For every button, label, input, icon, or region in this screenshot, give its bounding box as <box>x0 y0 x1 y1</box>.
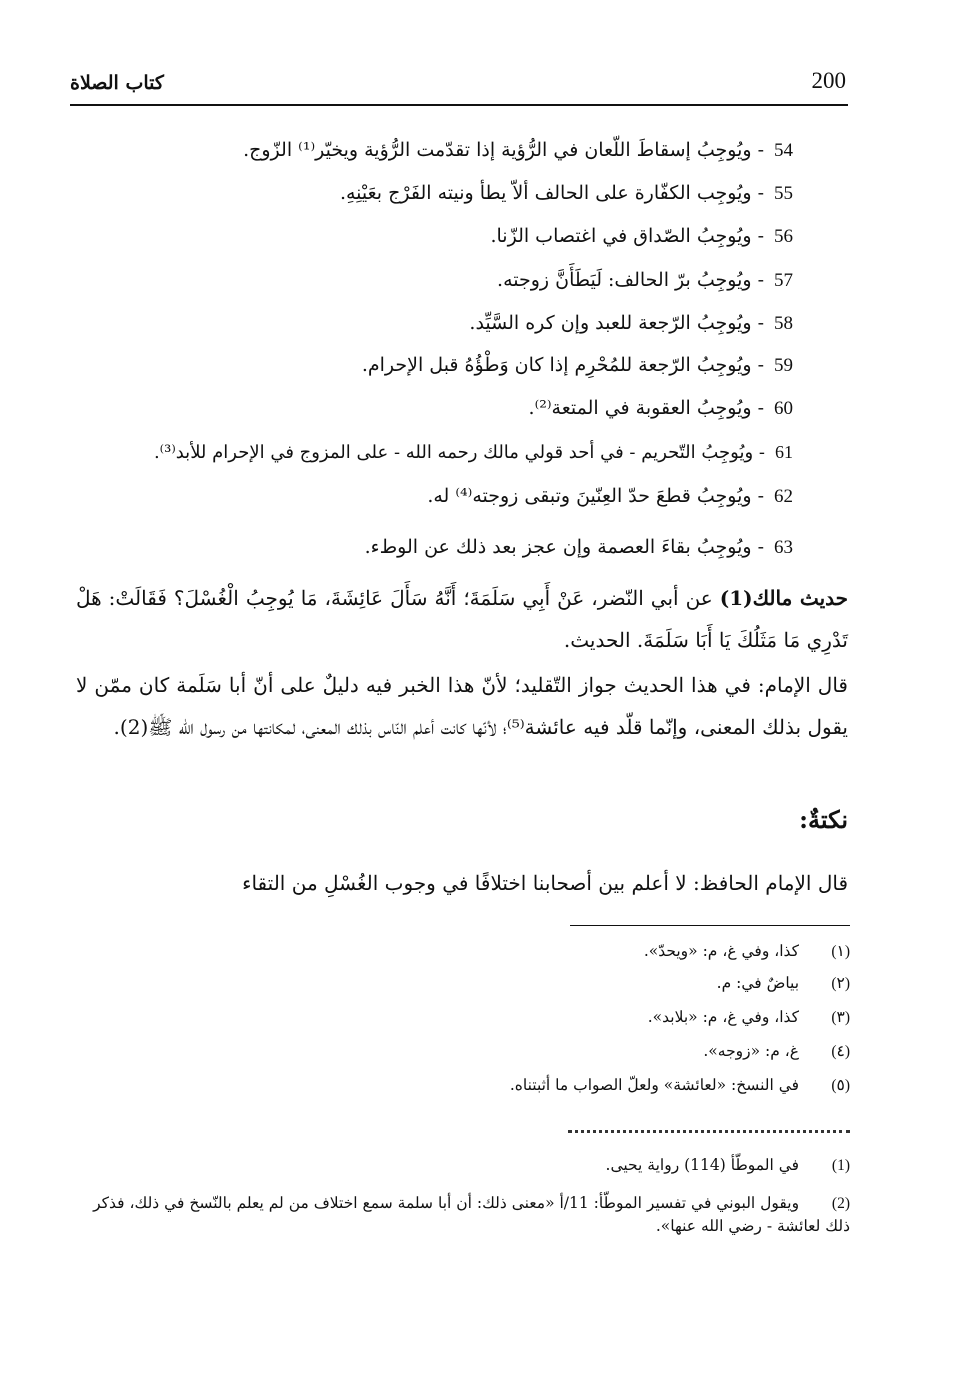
hadith-paragraph <box>76 577 848 661</box>
footnote-text: في النسخ: «لعائشة» ولعلّ الصواب ما أثبتناه. <box>509 1076 800 1094</box>
item-number: 62 <box>774 486 793 507</box>
footnote-number: (1) <box>831 1157 850 1174</box>
list-item <box>93 484 793 509</box>
list-item <box>93 181 793 206</box>
hadith-text: عن أبي النّضر، عَنْ أَبِي سَلَمَةَ؛ أَنَّهُ سَأَلَ عَائِشَةَ، مَا يُوجِبُ الْغُسْلَ؟ فَقَالَتْ: هَلْ تَدْرِي مَا مَثَلُكَ يَا أَبَا سَلَمَةَ. الحديث. <box>76 586 848 652</box>
footnote <box>80 1192 850 1237</box>
footnote-text: كذا، وفي غ، م: «بلابد». <box>647 1008 800 1026</box>
item-number: 61 <box>775 442 793 462</box>
item-number: 63 <box>774 537 793 558</box>
item-text: - ويُوجِبُ العقوبة في المتعة⁽²⁾. <box>528 397 764 419</box>
footnote-text: بياضٌ في: م. <box>716 974 800 992</box>
hadith-label: حديث مالك(1) <box>719 586 848 610</box>
list-item <box>93 396 793 421</box>
item-text: - ويُوجِبُ الرّجعة للمُحْرِم إذا كان وَطْؤُهُ قبل الإحرام. <box>361 354 764 376</box>
item-text: - ويُوجِبُ الصّداق في اغتصاب الزّنا. <box>490 225 764 247</box>
footnote <box>80 1006 850 1029</box>
footnote-text: كذا، وفي غ، م: «ويحدّ». <box>643 942 800 960</box>
footnote <box>80 1074 850 1097</box>
list-item <box>93 268 793 293</box>
header-rule <box>70 104 848 106</box>
item-number: 57 <box>774 270 793 291</box>
footnote-number: (٣) <box>831 1009 850 1026</box>
imam-paragraph: قال الإمام: في هذا الحديث جواز التّقليد؛ لأنّ هذا الخبر فيه دليلٌ على أنّ أبا سَلَمة كان ممّن لا يقول بذلك المعنى، وإنّما قلّد فيه عائشة⁽⁵⁾؛ لأنّها كانت أعلم النّاس بذلك المعنى، لمكانتها من رسول الله ﷺ(2). <box>76 673 848 739</box>
list-item <box>93 311 793 336</box>
footnote-rule <box>570 925 850 926</box>
item-text: - ويُوجِبُ برّ الحالف: لَيَطَأَنَّ زوجته. <box>497 269 764 291</box>
footnote-text: ويقول البوني في تفسير الموطّأ: 11/أ «معنى ذلك: أن أبا سلمة سمع اختلاف من لم يعلم بالنّسخ في ذلك، فذكر ذلك لعائشة - رضي الله عنها». <box>93 1194 850 1235</box>
item-text: - ويُوجِبُ قطعَ حدّ العِنّينَ وتبقى زوجته⁽⁴⁾ له. <box>427 485 764 507</box>
footnote <box>80 1040 850 1063</box>
list-item <box>93 224 793 249</box>
running-header-title: كتاب الصلاة <box>70 72 164 94</box>
item-number: 54 <box>774 140 793 161</box>
footnote-number: (٥) <box>831 1077 850 1094</box>
nukta-heading: نكتةٌ: <box>799 805 848 834</box>
footnote-text: في الموطّأ (114) رواية يحيى. <box>605 1156 800 1174</box>
item-text: - ويُوجِب الكفّارة على الحالف ألاّ يطأ ونيته الفَرْج بعَيْنِهِ. <box>339 182 764 204</box>
item-number: 60 <box>774 398 793 419</box>
footnote-number: (٢) <box>831 975 850 992</box>
footnote-dotted-separator <box>568 1130 850 1133</box>
list-item <box>73 440 793 465</box>
footnote <box>80 972 850 995</box>
item-number: 58 <box>774 313 793 334</box>
item-number: 55 <box>774 183 793 204</box>
footnote <box>80 940 850 963</box>
footnote-text: غ، م: «زوجه». <box>703 1042 800 1060</box>
footnote-number: (2) <box>831 1195 850 1212</box>
item-text: - ويُوجِبُ الرّجعة للعبد وإن كره السَّيِّد. <box>469 312 764 334</box>
item-text: - ويُوجِبُ بقاءَ العصمة وإن عجز بعد ذلك عن الوطء. <box>364 536 764 558</box>
footnote <box>80 1154 850 1177</box>
item-number: 59 <box>774 355 793 376</box>
footnote-number: (٤) <box>831 1043 850 1060</box>
list-item <box>93 138 793 163</box>
item-text: - ويُوجِبُ التّحريم - في أحد قولي مالك رحمه الله - على المزوج في الإحرام للأبد⁽³⁾. <box>153 442 765 463</box>
page-number: 200 <box>811 68 846 93</box>
footnote-number: (١) <box>831 943 850 960</box>
item-text: - ويُوجِبُ إسقاطَ اللّعان في الرُّؤية إذا تقدّمت الرُّؤية ويخيّر⁽¹⁾ الزّوج. <box>243 139 764 161</box>
list-item <box>93 535 793 560</box>
list-item <box>93 353 793 378</box>
item-number: 56 <box>774 226 793 247</box>
nukta-paragraph: قال الإمام الحافظ: لا أعلم بين أصحابنا اختلافًا في وجوب الغُسْلِ من التقاء <box>242 871 848 895</box>
